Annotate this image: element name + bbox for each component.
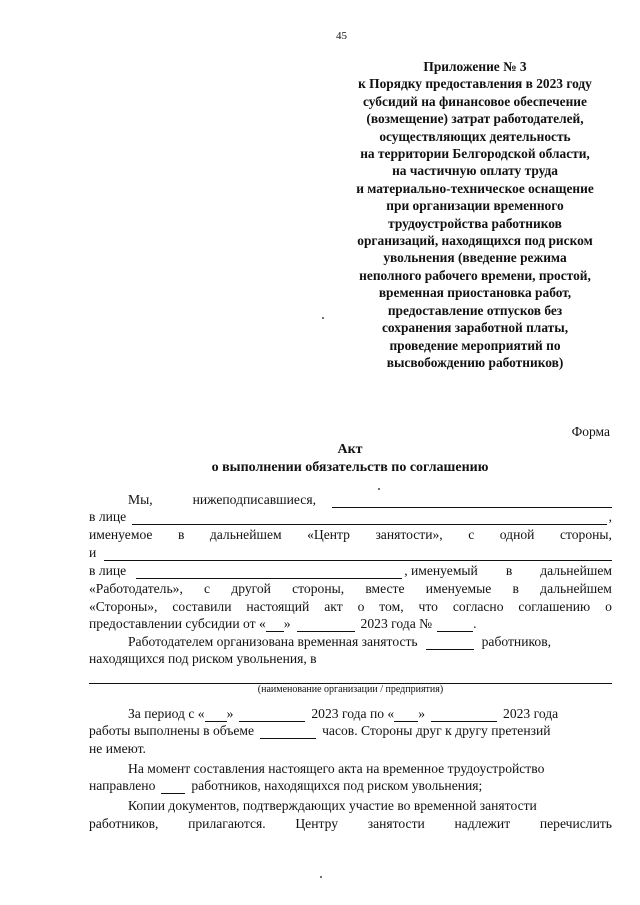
agreement-number-blank[interactable] (437, 618, 473, 632)
appendix-line: и материально-техническое оснащение (356, 180, 594, 196)
appendix-line: осуществляющих деятельность (379, 128, 571, 144)
word: одной (499, 527, 535, 542)
word: дальнейшем (540, 581, 612, 596)
word: «Центр (307, 527, 350, 542)
appendix-line: на частичную оплату труда (392, 163, 558, 179)
word: о (357, 599, 365, 614)
word: в (505, 563, 513, 578)
period-end-month-blank[interactable] (431, 708, 497, 722)
page-number: 45 (336, 30, 347, 42)
workers-count-blank[interactable] (426, 636, 474, 650)
appendix-line: на территории Белгородской области, (360, 146, 590, 162)
form-label: Форма (571, 424, 610, 439)
scan-speck (320, 876, 322, 878)
appendix-line: организаций, находящихся под риском (357, 233, 593, 249)
appendix-header (330, 58, 620, 371)
word: согласно (452, 599, 504, 614)
word: с (468, 527, 475, 542)
word: перечислить (539, 816, 612, 831)
appendix-line: предоставление отпусков без (387, 302, 563, 318)
appendix-line: (возмещение) затрат работодателей, (366, 111, 584, 127)
word: занятости (367, 816, 425, 831)
word: составили (172, 599, 232, 614)
appendix-line: сохранения заработной платы, (381, 320, 569, 336)
period-start-month-blank[interactable] (239, 708, 305, 722)
body-line-2: в лице , (89, 509, 612, 524)
body-line-13: не имеют. (89, 741, 146, 756)
word: стороны, (292, 581, 345, 596)
appendix-line: увольнения (введение режима (383, 250, 567, 266)
period-start-day-blank[interactable] (205, 708, 227, 722)
body-line-14: На момент составления настоящего акта на временное трудоустройство (128, 761, 545, 776)
appendix-line: субсидий на финансовое обеспечение (363, 93, 587, 109)
word: о (605, 599, 612, 614)
body-line-8: предоставлении субсидии от « » 2023 года № . (89, 616, 477, 631)
body-line-15: направлено работников, находящихся под риском увольнения; (89, 778, 483, 793)
employer-name-blank[interactable] (104, 547, 612, 561)
word: вместе (365, 581, 405, 596)
body-line-17 (89, 815, 612, 832)
appendix-title: Приложение № 3 (423, 59, 527, 74)
word: прилагаются. (188, 816, 266, 831)
appendix-line: высвобождению работников) (386, 354, 564, 370)
appendix-line: временная приостановка работ, (378, 285, 572, 301)
word: с (204, 581, 211, 596)
body-line-1 (128, 491, 612, 508)
center-representative-blank[interactable] (132, 511, 606, 525)
body-line-16: Копии документов, подтверждающих участие во временной занятости (128, 798, 537, 813)
body-line-11: За период с « » 2023 года по « » 2023 года (128, 706, 559, 721)
line-5-words (404, 562, 612, 579)
body-line-9: Работодателем организована временная занятость работников, (128, 634, 552, 649)
word: в (512, 581, 519, 596)
body-line-5: в лице , именуемый в дальнейшем (89, 563, 612, 578)
appendix-line: трудоустройства работников (388, 215, 562, 231)
word: дальнейшем (540, 563, 612, 578)
document-title: Акт (337, 442, 363, 457)
agreement-day-blank[interactable] (266, 618, 284, 632)
period-end-day-blank[interactable] (394, 708, 418, 722)
word: именуемое (89, 527, 153, 542)
word: «Работодатель», (89, 581, 183, 596)
word: , именуемый (404, 563, 478, 578)
directed-count-blank[interactable] (161, 780, 185, 794)
scan-speck (322, 317, 324, 319)
signatories-blank[interactable] (332, 494, 612, 508)
employer-representative-blank[interactable] (136, 565, 402, 579)
word: «Стороны», (89, 599, 158, 614)
word: другой (231, 581, 271, 596)
body-line-12: работы выполнены в объеме часов. Стороны друг к другу претензий (89, 723, 551, 738)
body-line-7 (89, 598, 612, 615)
word: Центру (295, 816, 338, 831)
document-subtitle: о выполнении обязательств по соглашению (211, 460, 489, 475)
word: соглашению (518, 599, 591, 614)
hours-blank[interactable] (260, 725, 316, 739)
scan-speck (378, 488, 380, 490)
word: занятости», (375, 527, 443, 542)
appendix-line: неполного рабочего времени, простой, (359, 267, 591, 283)
agreement-month-blank[interactable] (297, 618, 355, 632)
word: дальнейшем (209, 527, 282, 542)
word: стороны, (559, 527, 612, 542)
line-1-words: Мы, нижеподписавшиеся, (128, 492, 316, 507)
word: том, (379, 599, 404, 614)
word: работников, (89, 816, 159, 831)
word: именуемые (425, 581, 492, 596)
appendix-line: проведение мероприятий по (389, 337, 561, 353)
word: что (418, 599, 438, 614)
body-line-6 (89, 580, 612, 597)
body-line-10: находящихся под риском увольнения, в (89, 651, 317, 666)
appendix-line: при организации временного (386, 198, 564, 214)
word: акт (324, 599, 343, 614)
body-line-4: и (89, 544, 612, 561)
word: в (177, 527, 185, 542)
organization-caption: (наименование организации / предприятия) (257, 684, 444, 695)
body-line-3 (89, 526, 612, 543)
appendix-line: к Порядку предоставления в 2023 году (358, 76, 592, 92)
word: надлежит (454, 816, 511, 831)
word: настоящий (246, 599, 310, 614)
